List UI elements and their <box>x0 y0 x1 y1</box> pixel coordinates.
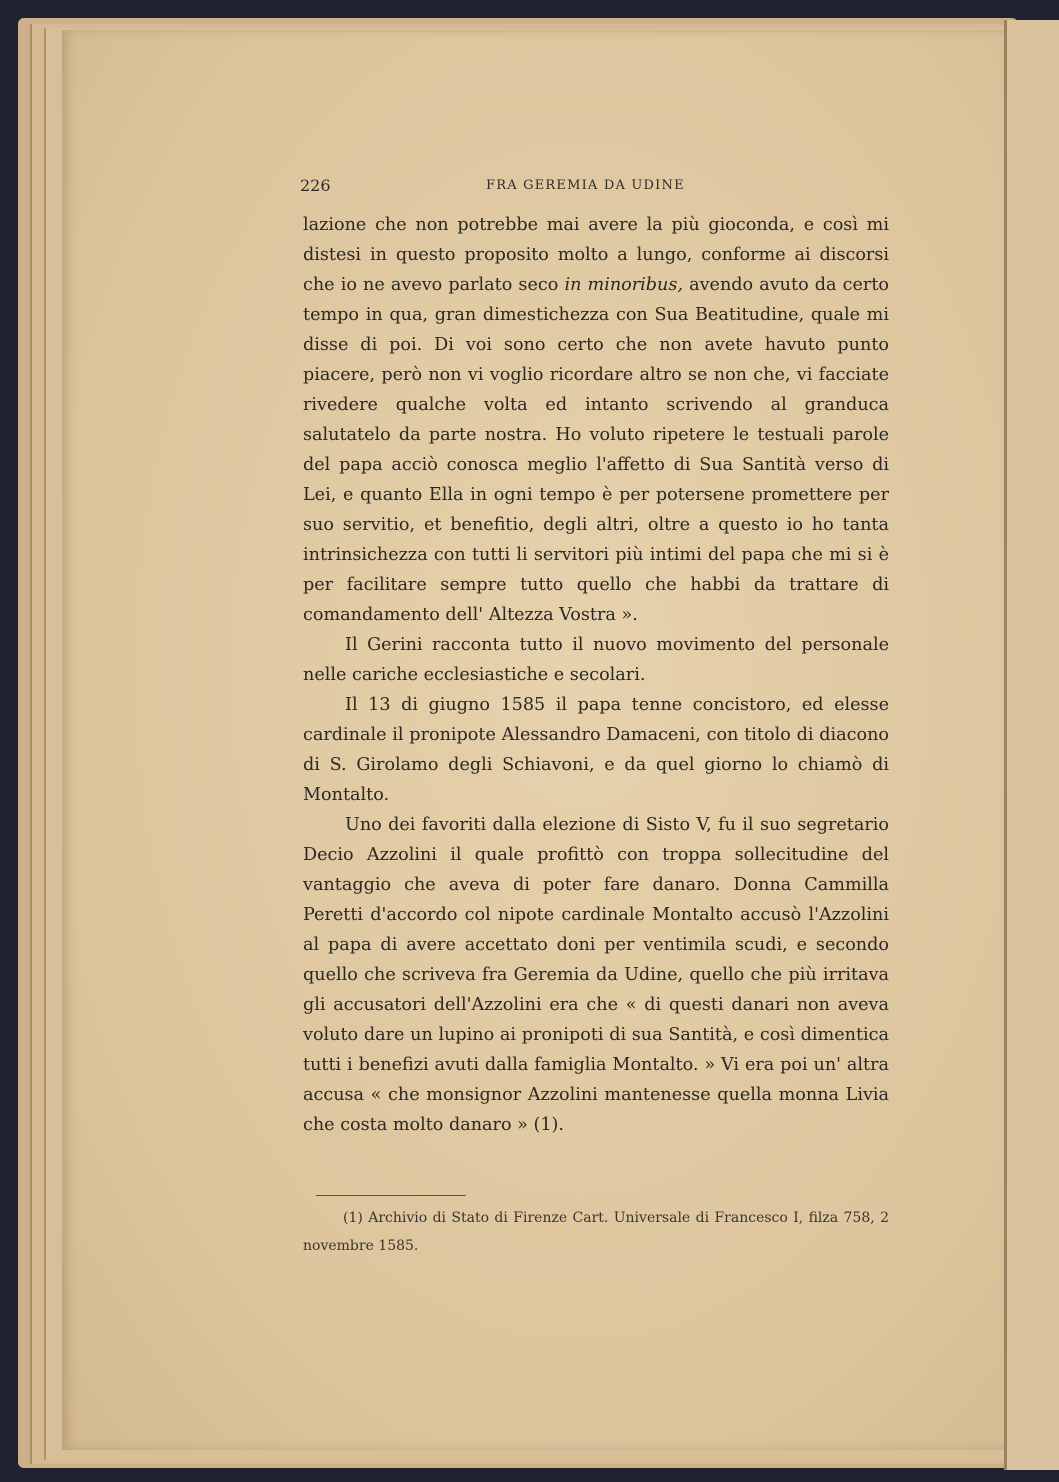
running-title: FRA GEREMIA DA UDINE <box>486 178 685 193</box>
footnote-text: (1) Archivio di Stato di Firenze Cart. Universale di Francesco I, filza 758, 2 novembre 1585. <box>303 1210 889 1254</box>
text-run: lazione che non potrebbe mai avere la più gioconda, e così mi distesi in questo proposito molto a lungo, conforme ai discorsi che io ne avevo parlato seco <box>303 215 889 295</box>
facing-page-edge <box>1004 20 1059 1470</box>
page-number: 226 <box>300 176 331 195</box>
body-text <box>303 210 889 1140</box>
running-head <box>300 176 890 198</box>
footnote <box>303 1204 889 1260</box>
text-run: avendo avuto da certo tempo in qua, gran dimestichezza con Sua Beatitudine, quale mi disse di poi. Di voi sono certo che non avete havuto punto piacere, però non vi voglio ricordare altro se non che, vi facciate rivedere qualche volta ed intanto scrivendo al granduca salutatelo da parte nostra. Ho voluto ripetere le testuali parole del papa acciò conosca meglio l'affetto di Sua Santità verso di Lei, e quanto Ella in ogni tempo è per potersene promettere per suo servitio, et benefitio, degli altri, oltre a questo io ho tanta intrinsichezza con tutti li servitori più intimi del papa che mi si è per facilitare sempre tutto quello che habbi da trattare di comandamento dell' Altezza Vostra ». <box>303 275 889 625</box>
paragraph: Il 13 di giugno 1585 il papa tenne concistoro, ed elesse cardinale il pronipote Alessandro Damaceni, con titolo di diacono di S. Girolamo degli Schiavoni, e da quel giorno lo chiamò di Montalto. <box>303 695 889 805</box>
paragraph: Uno dei favoriti dalla elezione di Sisto V, fu il suo segretario Decio Azzolini il quale profittò con troppa sollecitudine del vantaggio che aveva di poter fare danaro. Donna Cammilla Peretti d'accordo col nipote cardinale Montalto accusò l'Azzolini al papa di avere accettato doni per ventimila scudi, e secondo quello che scriveva fra Geremia da Udine, quello che più irritava gli accusatori dell'Azzolini era che « di questi danari non aveva voluto dare un lupino ai pronipoti di sua Santità, e così dimentica tutti i benefizi avuti dalla famiglia Montalto. » Vi era poi un' altra accusa « che monsignor Azzolini mantenesse quella monna Livia che costa molto danaro » (1). <box>303 815 889 1135</box>
italic-phrase: in minoribus, <box>564 275 683 295</box>
footnote-divider <box>316 1195 466 1196</box>
paragraph: Il Gerini racconta tutto il nuovo movimento del personale nelle cariche ecclesiastiche e secolari. <box>303 635 889 685</box>
paragraph <box>303 210 889 630</box>
